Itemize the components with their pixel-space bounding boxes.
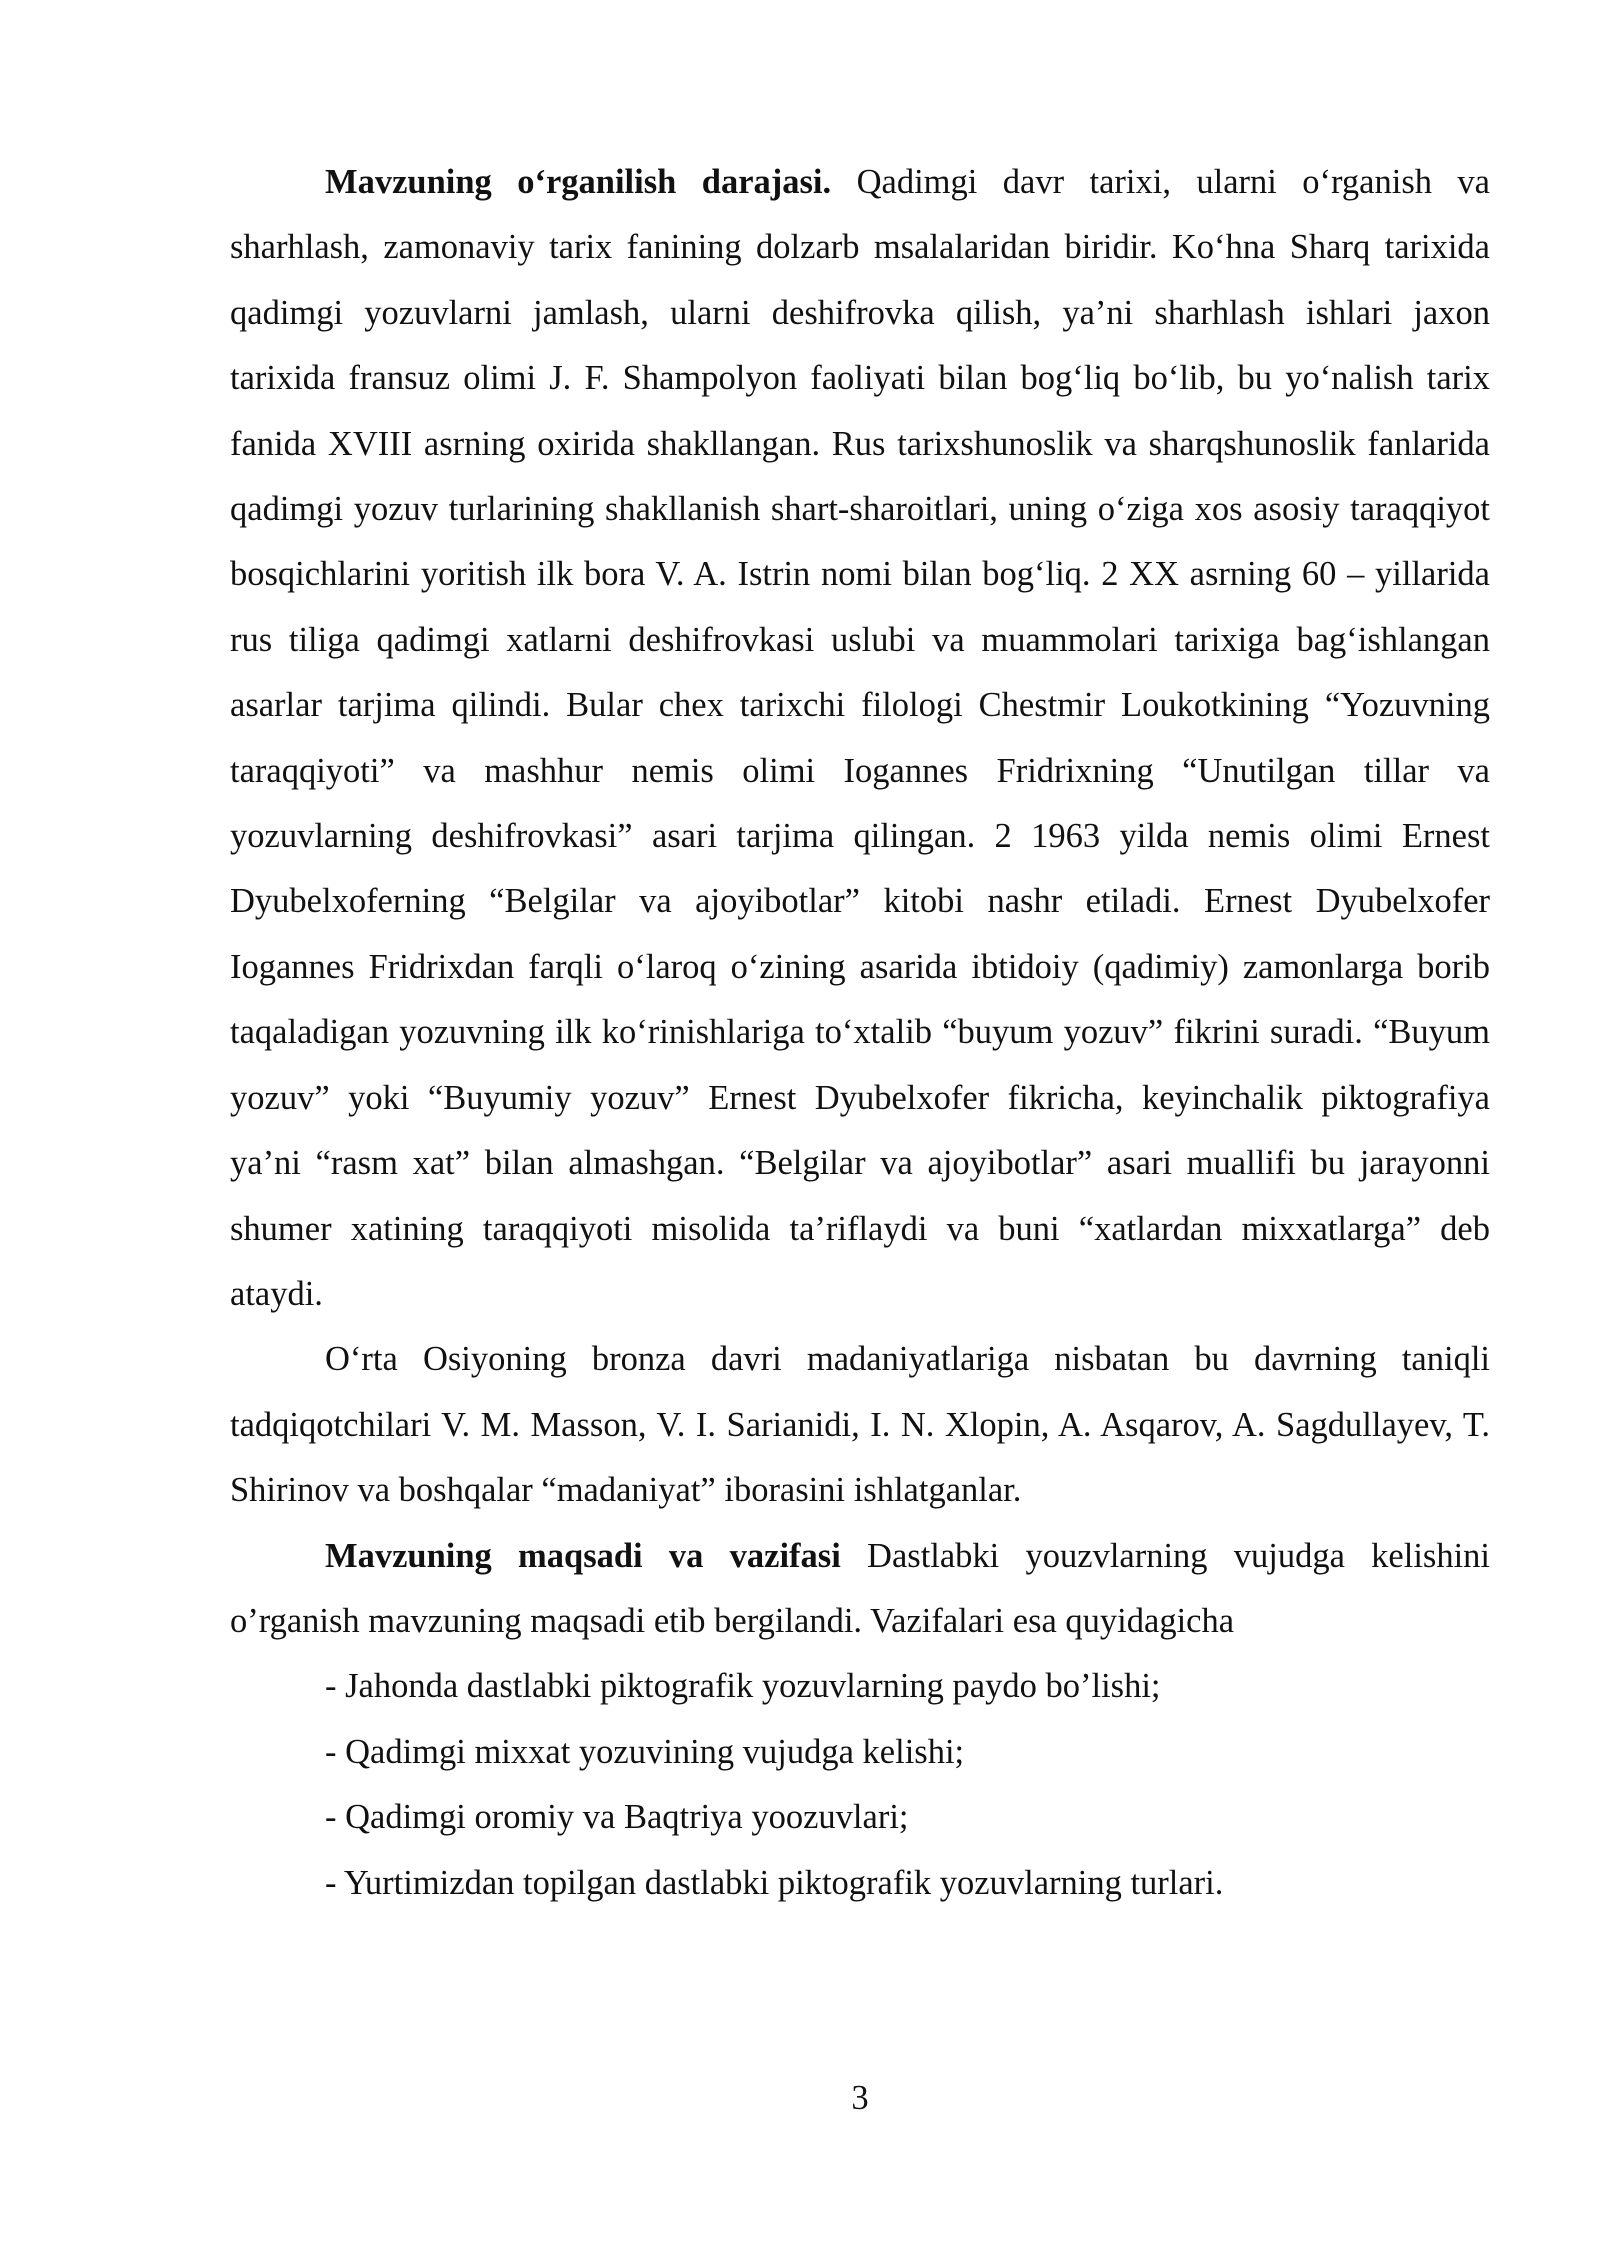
bronze-age-text: O‘rta Osiyoning bronza davri madaniyatlariga nisbatan bu davrning taniqli tadqiqotchilari V. M. Masson, V. I. Sarianidi, I. N. Xlopin, A. Asqarov, A. Sagdullayev, T. Shirinov va boshqalar “madaniyat” iborasini ishlatganlar. xyxy=(230,1340,1490,1510)
goal-heading: Mavzuning maqsadi va vazifasi xyxy=(325,1536,841,1575)
goal-text: Dastlabki youzvlarning vujudga kelishini o’rganish mavzuning maqsadi etib bergilandi. Vazifalari esa quyidagicha xyxy=(230,1536,1491,1640)
task-item: - Yurtimizdan topilgan dastlabki piktografik yozuvlarning turlari. xyxy=(325,1863,1224,1902)
task-item: - Qadimgi mixxat yozuvining vujudga kelishi; xyxy=(325,1732,965,1771)
task-list xyxy=(230,1654,1490,1916)
document-page xyxy=(230,150,1490,1916)
page-number: 3 xyxy=(851,2079,869,2117)
bronze-age-paragraph xyxy=(230,1327,1490,1523)
study-level-paragraph xyxy=(230,150,1490,1327)
task-item: - Jahonda dastlabki piktografik yozuvlarning paydo bo’lishi; xyxy=(325,1667,1161,1706)
study-level-heading: Mavzuning o‘rganilish darajasi. xyxy=(325,163,832,201)
task-item: - Qadimgi oromiy va Baqtriya yoozuvlari; xyxy=(325,1798,909,1837)
study-level-text: Qadimgi davr tarixi, ularni o‘rganish va sharhlash, zamonaviy tarix fanining dolzarb msalalaridan biridir. Ko‘hna Sharq tarixida qadimgi yozuvlarni jamlash, ularni deshifrovka qilish, ya’ni sharhlash ishlari jaxon tarixida fransuz olimi J. F. Shampolyon faoliyati bilan bog‘liq bo‘lib, bu yo‘nalish tarix fanida XVIII asrning oxirida shakllangan. Rus tarixshunoslik va sharqshunoslik fanlarida qadimgi yozuv turlarining shakllanish shart-sharoitlari, uning o‘ziga xos asosiy taraqqiyot bosqichlarini yoritish ilk bora V. A. Istrin nomi bilan bog‘liq. 2 XX asrning 60 – yillarida rus tiliga qadimgi xatlarni deshifrovkasi uslubi va muammolari tarixiga bag‘ishlangan asarlar tarjima qilindi. Bular chex tarixchi filologi Chestmir Loukotkining “Yozuvning taraqqiyoti” va mashhur nemis olimi Iogannes Fridrixning “Unutilgan tillar va yozuvlarning deshifrovkasi” asari tarjima qilingan. 2 1963 yilda nemis olimi Ernest Dyubelxoferning “Belgilar va ajoyibotlar” kitobi nashr etiladi. Ernest Dyubelxofer Iogannes Fridrixdan farqli o‘laroq o‘zining asarida ibtidoiy (qadimiy) zamonlarga borib taqaladigan yozuvning ilk ko‘rinishlariga to‘xtalib “buyum yozuv” fikrini suradi. “Buyum yozuv” yoki “Buyumiy yozuv” Ernest Dyubelxofer fikricha, keyinchalik piktografiya ya’ni “rasm xat” bilan almashgan. “Belgilar va ajoyibotlar” asari muallifi bu jarayonni shumer xatining taraqqiyoti misolida ta’riflaydi va buni “xatlardan mixxatlarga” deb ataydi. xyxy=(230,163,1490,1313)
goal-paragraph xyxy=(230,1524,1490,1655)
